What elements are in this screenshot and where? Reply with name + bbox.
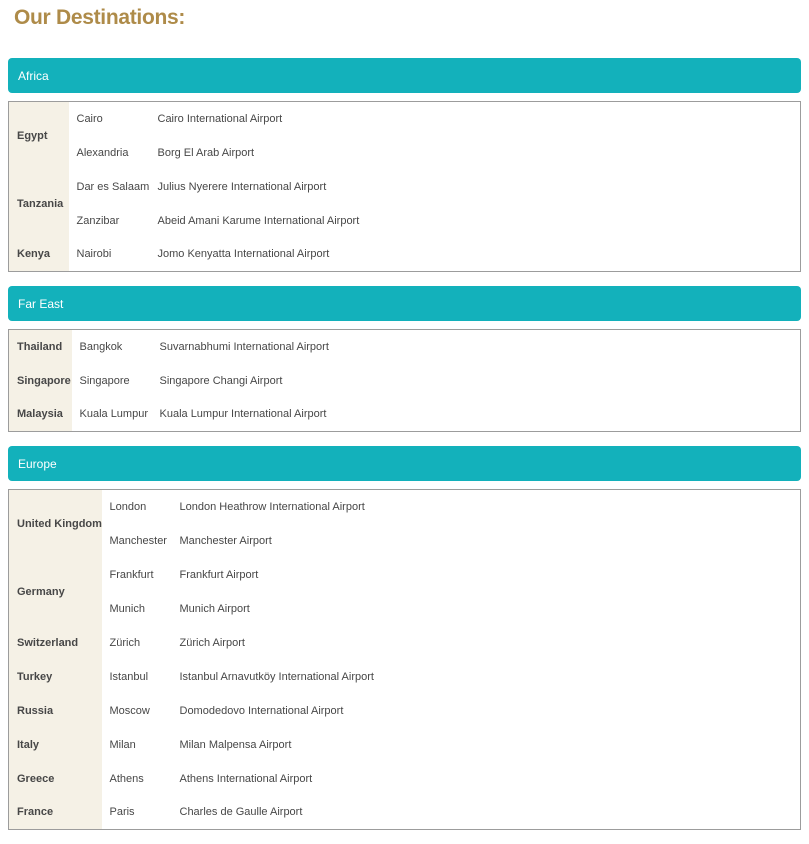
section-far-east	[8, 286, 801, 432]
table-row	[9, 398, 801, 432]
country-cell: Italy	[9, 728, 102, 762]
city-cell: Dar es Salaam	[76, 180, 150, 193]
section-europe	[8, 446, 801, 830]
table-row	[9, 364, 801, 398]
country-cell: Malaysia	[9, 398, 72, 432]
country-cell: France	[9, 796, 102, 830]
airport-cell: Kuala Lumpur International Airport	[159, 408, 327, 421]
table-row	[9, 136, 801, 170]
destinations-table-far-east	[8, 329, 801, 432]
section-header-label: Europe	[18, 456, 57, 471]
table-row	[9, 524, 801, 558]
table-row	[9, 762, 801, 796]
destinations-page	[0, 6, 809, 830]
city-cell: Bangkok	[79, 340, 123, 353]
city-cell: Frankfurt	[109, 568, 154, 581]
section-header-label: Far East	[18, 296, 64, 311]
airport-cell: Abeid Amani Karume International Airport	[157, 214, 360, 227]
country-cell: Greece	[9, 762, 102, 796]
airport-cell: Munich Airport	[179, 602, 250, 615]
page-title: Our Destinations:	[14, 6, 186, 29]
country-cell: Russia	[9, 694, 102, 728]
country-cell: Germany	[9, 558, 102, 626]
table-row	[9, 558, 801, 592]
table-row	[9, 796, 801, 830]
city-cell: Kuala Lumpur	[79, 408, 148, 421]
city-cell: Singapore	[79, 374, 130, 387]
table-row	[9, 204, 801, 238]
table-row	[9, 170, 801, 204]
table-row	[9, 592, 801, 626]
airport-cell: Julius Nyerere International Airport	[157, 180, 327, 193]
table-row	[9, 330, 801, 364]
country-cell: Switzerland	[9, 626, 102, 660]
section-africa	[8, 58, 801, 272]
country-cell: Tanzania	[9, 170, 69, 238]
section-header-far-east	[8, 286, 801, 321]
section-header-label: Africa	[18, 68, 49, 83]
country-cell: Turkey	[9, 660, 102, 694]
airport-cell: Milan Malpensa Airport	[179, 738, 292, 751]
airport-cell: Jomo Kenyatta International Airport	[157, 248, 330, 261]
airport-cell: Zürich Airport	[179, 636, 245, 649]
section-header-europe	[8, 446, 801, 481]
destinations-table-europe	[8, 489, 801, 830]
destinations-table-africa	[8, 101, 801, 272]
airport-cell: Frankfurt Airport	[179, 568, 259, 581]
city-cell: Zanzibar	[76, 214, 120, 227]
table-row	[9, 626, 801, 660]
city-cell: Alexandria	[76, 146, 129, 159]
table-row	[9, 102, 801, 136]
airport-cell: Domodedovo International Airport	[179, 704, 344, 717]
city-cell: Istanbul	[109, 670, 149, 683]
airport-cell: Istanbul Arnavutköy International Airport	[179, 670, 374, 683]
airport-cell: Manchester Airport	[179, 534, 272, 547]
table-row	[9, 238, 801, 272]
airport-cell: Singapore Changi Airport	[159, 374, 283, 387]
section-header-africa	[8, 58, 801, 93]
country-cell: Thailand	[9, 330, 72, 364]
airport-cell: London Heathrow International Airport	[179, 500, 365, 513]
table-row	[9, 728, 801, 762]
city-cell: Zürich	[109, 636, 141, 649]
city-cell: London	[109, 500, 147, 513]
sections	[8, 58, 801, 830]
country-cell: Egypt	[9, 102, 69, 170]
airport-cell: Cairo International Airport	[157, 112, 283, 125]
airport-cell: Athens International Airport	[179, 772, 313, 785]
city-cell: Athens	[109, 772, 144, 785]
airport-cell: Charles de Gaulle Airport	[179, 806, 303, 819]
airport-cell: Borg El Arab Airport	[157, 146, 255, 159]
country-cell: United Kingdom	[9, 490, 102, 558]
city-cell: Nairobi	[76, 248, 112, 261]
city-cell: Paris	[109, 806, 135, 819]
table-row	[9, 694, 801, 728]
airport-cell: Suvarnabhumi International Airport	[159, 340, 329, 353]
city-cell: Milan	[109, 738, 136, 751]
city-cell: Munich	[109, 602, 145, 615]
city-cell: Cairo	[76, 112, 103, 125]
country-cell: Singapore	[9, 364, 72, 398]
city-cell: Manchester	[109, 534, 167, 547]
country-cell: Kenya	[9, 238, 69, 272]
table-row	[9, 660, 801, 694]
city-cell: Moscow	[109, 704, 150, 717]
table-row	[9, 490, 801, 524]
